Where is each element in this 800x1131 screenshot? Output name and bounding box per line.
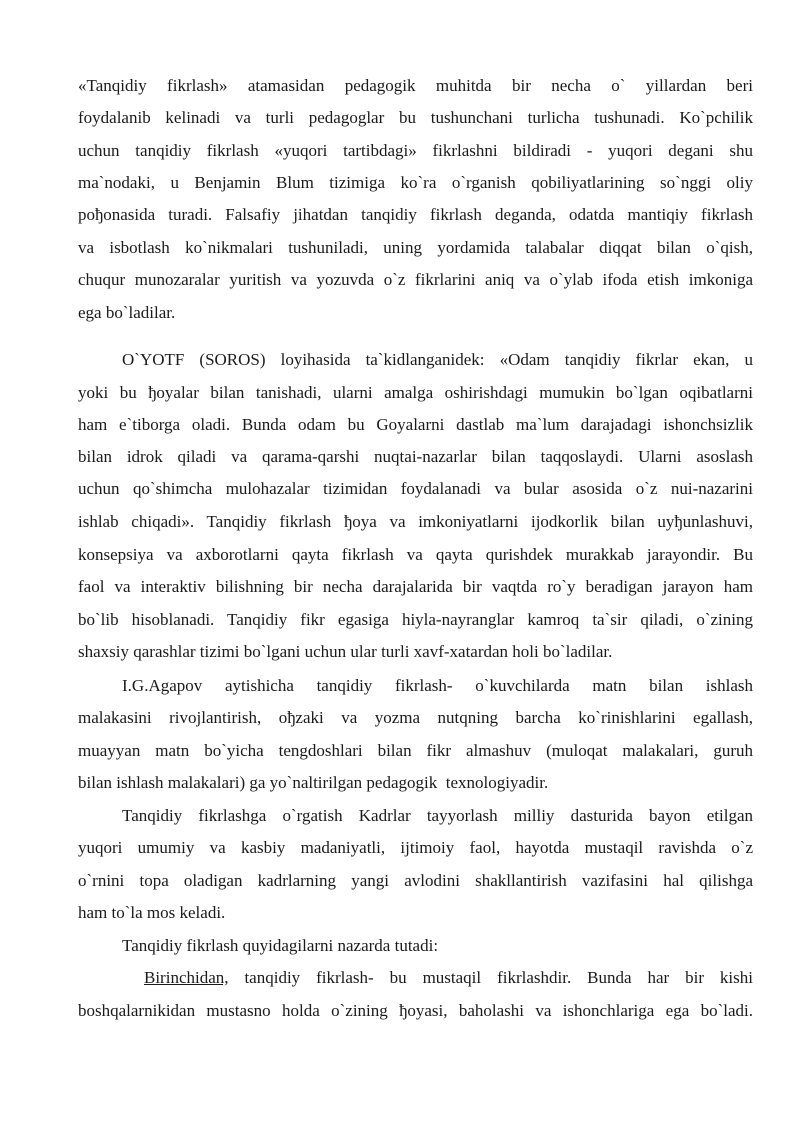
text-line: malakasini rivojlantirish, oђzaki va yozma nutqning barcha ko`rinishlarini egallash, bbox=[78, 708, 753, 727]
text-line: chuqur munozaralar yuritish va yozuvda o`z fikrlarini aniq va o`ylab ifoda etish imkoniga bbox=[78, 270, 753, 289]
text-line: Tanqidiy fikrlash quyidagilarni nazarda tutadi: bbox=[122, 936, 439, 955]
text-line: va isbotlash ko`nikmalari tushuniladi, uning yordamida talabalar diqqat bilan o`qish, bbox=[78, 238, 753, 257]
underlined-heading-word: Birinchidan, bbox=[144, 968, 229, 987]
text-line: boshqalarnikidan mustasno holda o`zining ђoyasi, baholashi va ishonchlariga ega bo`ladi. bbox=[78, 1001, 753, 1020]
text-line: poђonasida turadi. Falsafiy jihatdan tanqidiy fikrlash deganda, odatda mantiqiy fikrlash bbox=[78, 205, 753, 224]
text-line: yoki bu ђoyalar bilan tanishadi, ularni amalga oshirishdagi mumukin bo`lgan oqibatlarni bbox=[78, 383, 753, 402]
text-line: shaxsiy qarashlar tizimi bo`lgani uchun ular turli xavf-xatardan holi bo`ladilar. bbox=[78, 642, 613, 661]
text-line: ishlab chiqadi». Tanqidiy fikrlash ђoya va imkoniyatlarni ijodkorlik bilan uyђunlashuvi, bbox=[78, 512, 753, 531]
text-line: O`YOTF (SOROS) loyihasida ta`kidlanganidek: «Odam tanqidiy fikrlar ekan, u bbox=[122, 350, 753, 369]
text-line: bilan idrok qiladi va qarama-qarshi nuqtai-nazarlar bilan taqqoslaydi. Ularni asoslash bbox=[78, 447, 753, 466]
text-line: yuqori umumiy va kasbiy madaniyatli, ijtimoiy faol, hayotda mustaqil ravishda o`z bbox=[78, 838, 753, 857]
text-line: faol va interaktiv bilishning bir necha darajalarida bir vaqtda ro`y beradigan jarayon ham bbox=[78, 577, 753, 596]
text-line: foydalanib kelinadi va turli pedagoglar bu tushunchani turlicha tushunadi. Ko`pchilik bbox=[78, 108, 753, 127]
text-line: bilan ishlash malakalari) ga yo`naltirilgan pedagogik texnologiyadir. bbox=[78, 773, 549, 792]
text-line: ham e`tiborga oladi. Bunda odam bu Goyalarni dastlab ma`lum darajadagi ishonchsizlik bbox=[78, 415, 753, 434]
text-span: tanqidiy fikrlash- bu mustaqil fikrlashdir. Bunda har bir kishi bbox=[228, 968, 753, 987]
text-line bbox=[144, 968, 753, 988]
text-line: o`rnini topa oladigan kadrlarning yangi avlodini shakllantirish vazifasini hal qilishga bbox=[78, 871, 753, 890]
text-line: ma`nodaki, u Benjamin Blum tizimiga ko`ra o`rganish qobiliyatlarining so`nggi oliy bbox=[78, 173, 753, 192]
text-line: konsepsiya va axborotlarni qayta fikrlash va qayta qurishdek murakkab jarayondir. Bu bbox=[78, 545, 753, 564]
text-line: uchun tanqidiy fikrlash «yuqori tartibdagi» fikrlashni bildiradi - yuqori degani shu bbox=[78, 141, 753, 160]
text-line: bo`lib hisoblanadi. Tanqidiy fikr egasiga hiyla-nayranglar kamroq ta`sir qiladi, o`zining bbox=[78, 610, 753, 629]
text-line: ham to`la mos keladi. bbox=[78, 903, 226, 922]
text-line: «Tanqidiy fikrlash» atamasidan pedagogik muhitda bir necha o` yillardan beri bbox=[78, 76, 753, 95]
text-line: muayyan matn bo`yicha tengdoshlari bilan fikr almashuv (muloqat malakalari, guruh bbox=[78, 741, 753, 760]
text-line: ega bo`ladilar. bbox=[78, 303, 176, 322]
text-line: Tanqidiy fikrlashga o`rgatish Kadrlar tayyorlash milliy dasturida bayon etilgan bbox=[122, 806, 753, 825]
text-line: uchun qo`shimcha mulohazalar tizimidan foydalanadi va bular asosida o`z nui-nazarini bbox=[78, 479, 753, 498]
text-line: I.G.Agapov aytishicha tanqidiy fikrlash- o`kuvchilarda matn bilan ishlash bbox=[122, 676, 753, 695]
